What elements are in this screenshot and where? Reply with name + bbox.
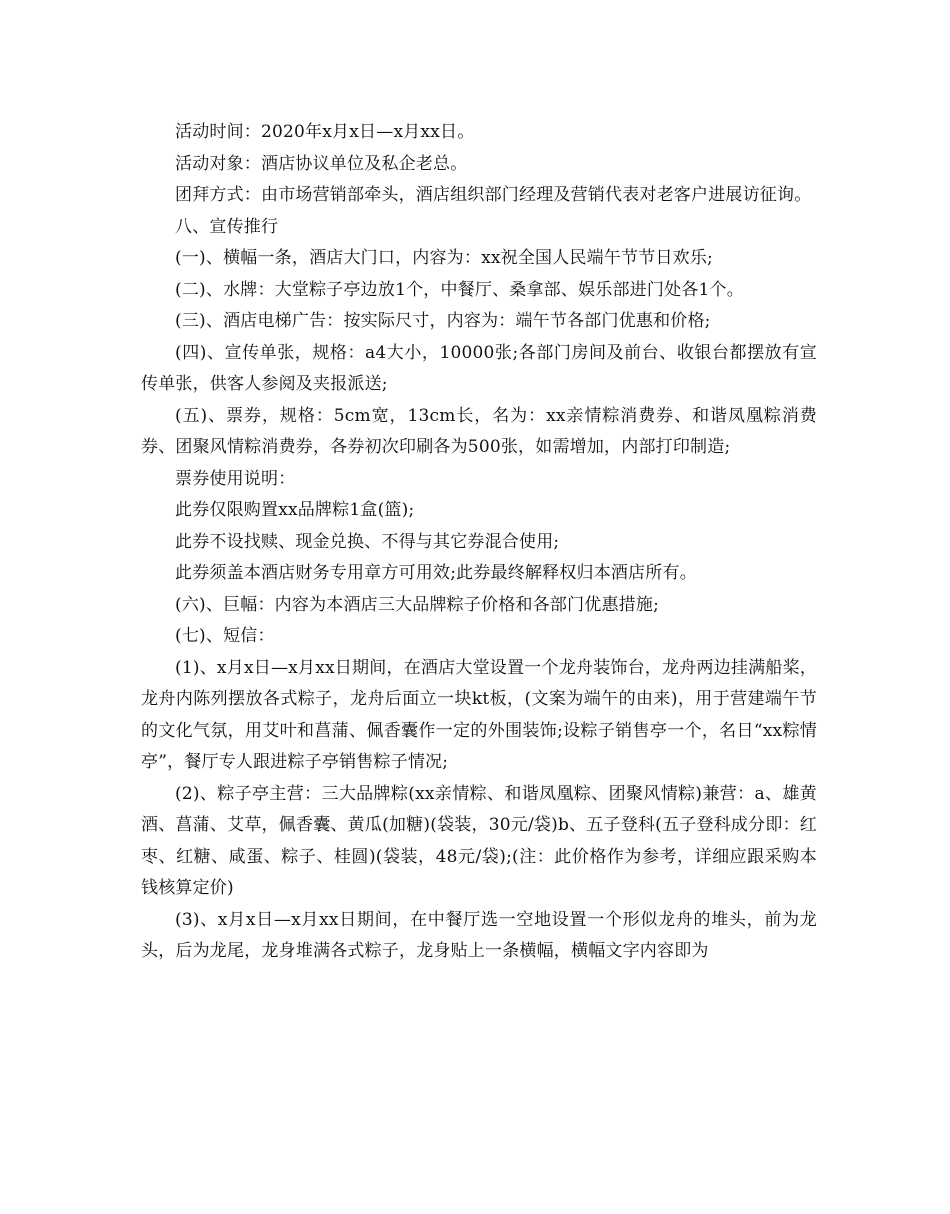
paragraph-zongzi-kiosk: (2)、粽子亭主营：三大品牌粽(xx亲情粽、和谐凤凰粽、团聚风情粽)兼营：a、雄黄酒、菖蒲、艾草，佩香囊、黄瓜(加糖)(袋装，30元/袋)b、五子登科(五子登科成分即：红枣、红糖、咸蛋、粽子、桂圆)(袋装，48元/袋);(注：此价格作为参考，详细应跟采购本钱核算定价) [141,783,817,898]
paragraph-voucher: (五)、票券，规格：5cm宽，13cm长，名为：xx亲情粽消费券、和谐凤凰粽消费券、团聚风情粽消费券，各券初次印刷各为500张，如需增加，内部打印制造; [141,405,817,457]
document-body [141,117,817,968]
paragraph-elevator-ad: (三)、酒店电梯广告：按实际尺寸，内容为：端午节各部门优惠和价格; [175,311,711,331]
paragraph-dragon-boat-display: (1)、x月x日—x月xx日期间，在酒店大堂设置一个龙舟装饰台，龙舟两边挂满船桨，龙舟内陈列摆放各式粽子，龙舟后面立一块kt板，(文案为端午的由来)，用于营建端午节的文化气氛，用艾叶和菖蒲、佩香囊作一定的外围装饰;设粽子销售亭一个，名日“xx粽情亭”，餐厅专人跟进粽子亭销售粽子情况; [141,657,817,772]
paragraph-sms: (七)、短信： [175,626,275,646]
paragraph-signboard: (二)、水牌：大堂粽子亭边放1个，中餐厅、桑拿部、娱乐部进门处各1个。 [175,279,744,300]
paragraph-flyer: (四)、宣传单张，规格：a4大小，10000张;各部门房间及前台、收银台都摆放有宣传单张，供客人参阅及夹报派送; [141,342,817,394]
paragraph-voucher-rule-3: 此券须盖本酒店财务专用章方可用效;此券最终解释权归本酒店所有。 [175,563,697,583]
paragraph-voucher-rule-2: 此券不设找赎、现金兑换、不得与其它券混合使用; [175,531,560,552]
paragraph-visit-method: 团拜方式：由市场营销部牵头，酒店组织部门经理及营销代表对老客户进展访征询。 [175,185,812,205]
paragraph-activity-target: 活动对象：酒店协议单位及私企老总。 [175,153,468,174]
paragraph-voucher-usage-title: 票券使用说明： [175,468,296,489]
section-heading-promotion: 八、宣传推行 [175,216,279,237]
paragraph-giant-banner: (六)、巨幅：内容为本酒店三大品牌粽子价格和各部门优惠措施; [175,594,659,615]
paragraph-restaurant-display: (3)、x月x日—x月xx日期间，在中餐厅选一空地设置一个形似龙舟的堆头，前为龙头，后为龙尾，龙身堆满各式粽子，龙身贴上一条横幅，横幅文字内容即为 [141,909,817,961]
paragraph-activity-time: 活动时间：2020年x月x日—x月xx日。 [175,122,475,142]
paragraph-banner: (一)、横幅一条，酒店大门口，内容为：xx祝全国人民端午节节日欢乐; [175,248,713,268]
paragraph-voucher-rule-1: 此券仅限购置xx品牌粽1盒(篮); [175,500,415,520]
